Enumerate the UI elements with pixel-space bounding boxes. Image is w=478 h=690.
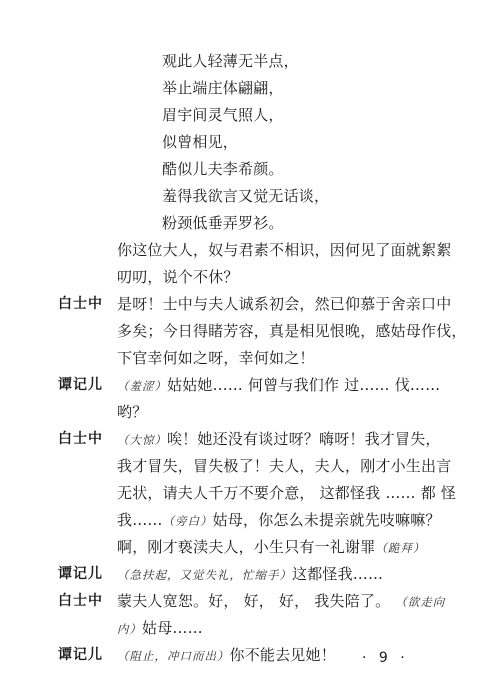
dialogue-line: 叨叨，说个不休？ xyxy=(117,268,239,286)
dialogue-text: 我才冒失，冒失极了！夫人，夫人，刚才小生出言 xyxy=(117,457,452,475)
dialogue-text: 啊，刚才亵渎夫人，小生只有一礼谢罪 xyxy=(117,538,376,556)
dialogue-text: 下官幸何如之呀，幸何如之！ xyxy=(117,349,315,367)
dialogue-text: 蒙夫人宽恕。好， 好， 好， 我失陪了。 xyxy=(117,592,396,610)
stage-direction: 内） xyxy=(117,622,142,636)
verse-line: 羞得我欲言又觉无话谈， xyxy=(162,187,330,205)
dialogue-line xyxy=(117,322,467,340)
dialogue-line xyxy=(117,511,441,530)
dialogue-text: 唉！她还没有谈过呀？嗨呀！我才冒失， xyxy=(167,430,441,448)
stage-direction: （大惊） xyxy=(117,433,167,447)
speaker-name: 谭记儿 xyxy=(58,647,103,663)
dialogue-text: 哟？ xyxy=(117,403,148,421)
speaker-name: 白士中 xyxy=(58,296,103,312)
stage-direction: （羞涩） xyxy=(117,379,167,393)
dialogue-line xyxy=(117,376,440,395)
dialogue-line xyxy=(117,619,203,638)
dialogue-text: 姑姑她…… 何曾与我们作 过…… 伐…… xyxy=(167,376,441,394)
dialogue-text: 这都怪我…… xyxy=(292,565,384,583)
dialogue-text: 我…… xyxy=(117,511,163,529)
dialogue-line xyxy=(117,538,425,557)
dialogue-text: 你不能去见她！ xyxy=(229,646,336,664)
verse-line: 粉颈低垂弄罗衫。 xyxy=(162,214,284,232)
dialogue-text: 是呀！士中与夫人诚系初会，然已仰慕于舍亲口中 xyxy=(117,295,452,313)
verse-line: 眉宇间灵气照人， xyxy=(162,106,284,124)
dialogue-line xyxy=(117,565,383,584)
speaker-name: 白士中 xyxy=(58,593,103,609)
page-number: · 9 · xyxy=(362,650,409,666)
stage-direction: （跪拜） xyxy=(375,541,426,555)
stage-direction: （阻止，冲口而出） xyxy=(117,649,230,663)
dialogue-line xyxy=(117,430,441,449)
verse-line: 似曾相见， xyxy=(162,133,239,151)
dialogue-text: 姑母…… xyxy=(142,619,203,637)
stage-direction: （欲走向 xyxy=(395,595,446,609)
verse-line: 举止端庄体翩翩， xyxy=(162,79,284,97)
verse-line: 观此人轻薄无半点， xyxy=(162,52,299,70)
dialogue-line: 你这位大人，奴与君素不相识，因何见了面就絮絮 xyxy=(117,241,452,259)
dialogue-line xyxy=(117,349,315,367)
dialogue-text: 姑母，你怎么未提亲就先吱嘛嘛？ xyxy=(212,511,441,529)
dialogue-text: 多矣；今日得睹芳容，真是相见恨晚，感姑母作伐， xyxy=(117,322,467,340)
dialogue-line xyxy=(117,403,147,421)
dialogue-line xyxy=(117,484,456,502)
dialogue-line xyxy=(117,646,336,665)
speaker-name: 白士中 xyxy=(58,431,103,447)
dialogue-line xyxy=(117,457,451,475)
speaker-name: 谭记儿 xyxy=(58,377,103,393)
stage-direction: （急扶起，又觉失礼，忙缩手） xyxy=(117,568,292,582)
dialogue-text: 无状，请夫人千万不要介意， 这都怪我 …… 都 怪 xyxy=(117,484,457,502)
dialogue-line xyxy=(117,592,445,611)
stage-direction: （旁白） xyxy=(162,514,213,528)
verse-line: 酷似儿夫李希颜。 xyxy=(162,160,284,178)
dialogue-line xyxy=(117,295,451,313)
speaker-name: 谭记儿 xyxy=(58,566,103,582)
